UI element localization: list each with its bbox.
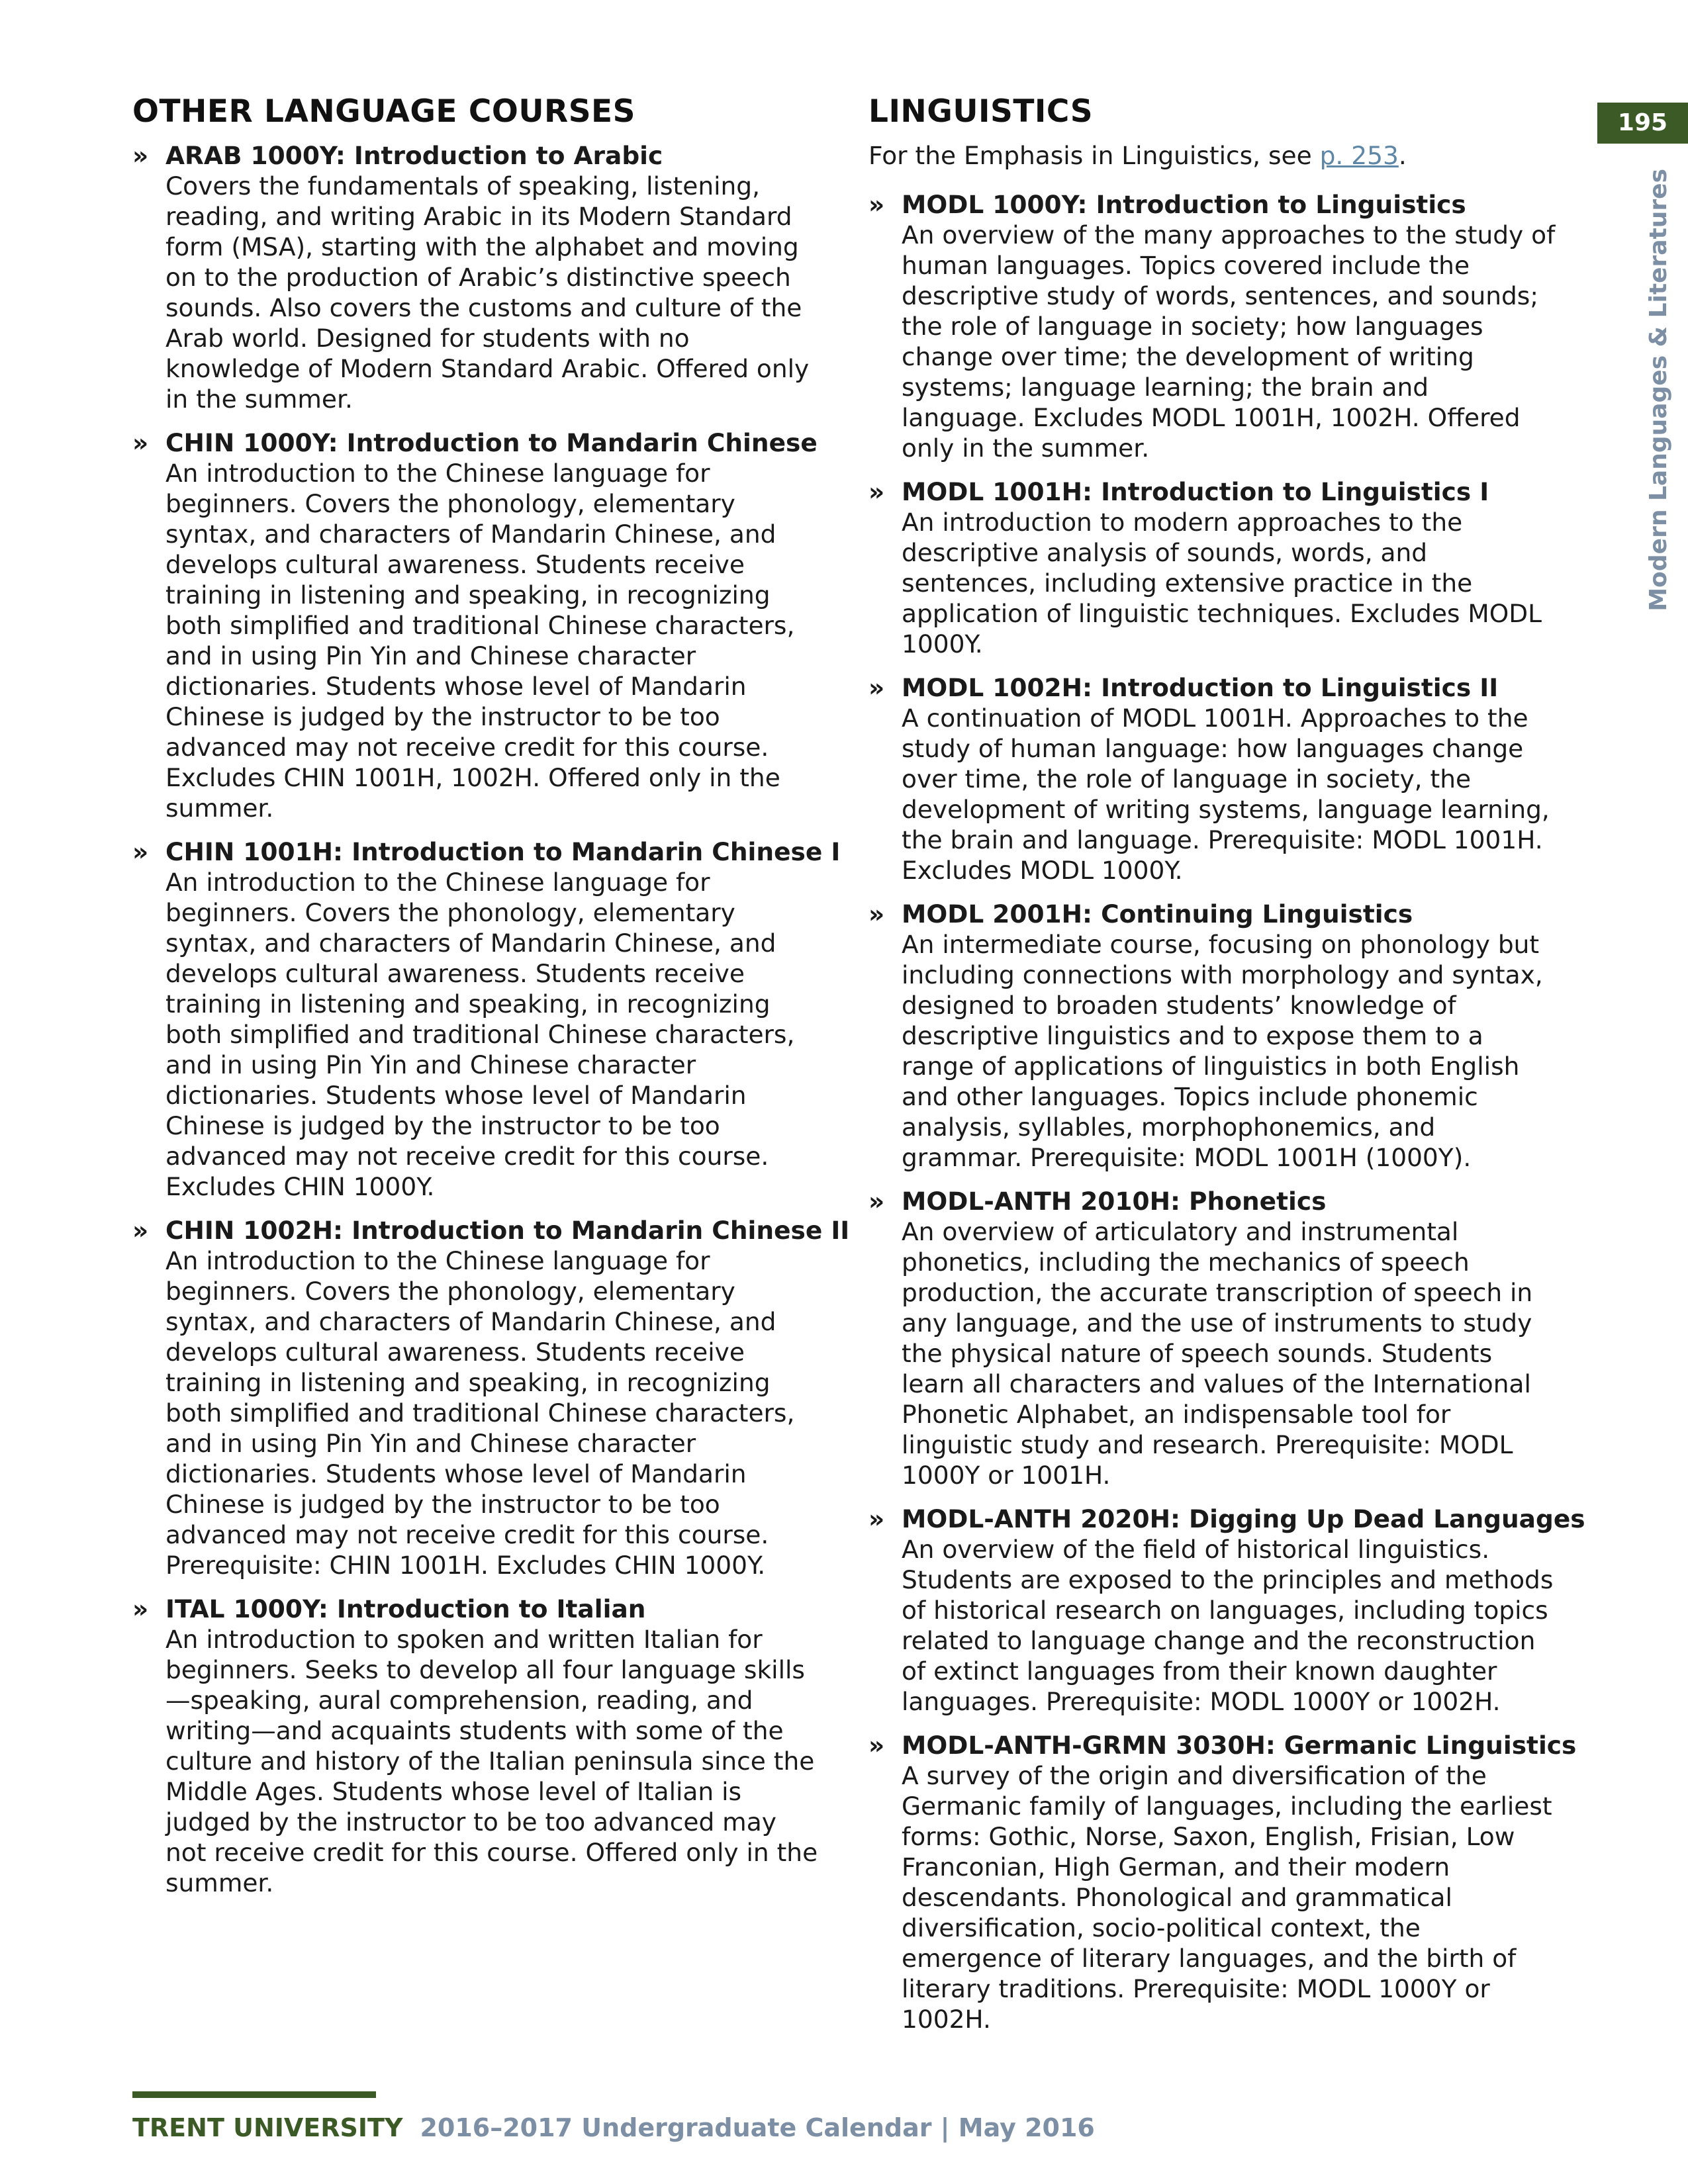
intro-end: . bbox=[1398, 141, 1407, 170]
course-description: An introduction to the Chinese language for beginners. Covers the phonology, elementary syntax, and characters of Mandarin Chinese, and develops cultural awareness. Students receive training in listening and speaking, in recognizing both simplified and traditional Chinese characters, and in using Pin Yin and Chinese character dictionaries. Students whose level of Mandarin Chinese is judged by the instructor to be too advanced may not receive credit for this course. Excludes CHIN 1001H, 1002H. Offered only in the summer. bbox=[165, 459, 795, 823]
course-title: CHIN 1002H: Introduction to Mandarin Chinese II bbox=[165, 1216, 850, 1245]
course-title: ARAB 1000Y: Introduction to Arabic bbox=[165, 141, 663, 170]
bullet-icon: » bbox=[868, 1504, 885, 1533]
course-title: MODL-ANTH-GRMN 3030H: Germanic Linguistics bbox=[902, 1731, 1577, 1760]
course-entry bbox=[132, 837, 841, 1202]
course-description: An overview of the many approaches to the study of human languages. Topics covered include the descriptive study of words, sentences, and sounds; the role of language in society; how languages change over time; the development of writing systems; language learning; the brain and language. Excludes MODL 1001H, 1002H. Offered only in the summer. bbox=[902, 220, 1556, 463]
course-title: ITAL 1000Y: Introduction to Italian bbox=[165, 1594, 646, 1623]
course-description: An overview of the field of historical linguistics. Students are exposed to the principles and methods of historical research on languages, including topics related to language change and the reconstruction of extinct languages from their known daughter languages. Prerequisite: MODL 1000Y or 1002H. bbox=[902, 1535, 1554, 1716]
course-title: MODL 1001H: Introduction to Linguistics I bbox=[902, 477, 1489, 506]
course-entry bbox=[132, 1215, 850, 1580]
course-entry bbox=[868, 1504, 1585, 1717]
course-entry bbox=[868, 899, 1557, 1173]
footer-university: TRENT UNIVERSITY bbox=[132, 2113, 403, 2142]
course-title: MODL 1002H: Introduction to Linguistics II bbox=[902, 673, 1499, 702]
course-description: A survey of the origin and diversification of the Germanic family of languages, including the earliest forms: Gothic, Norse, Saxon, English, Frisian, Low Franconian, High German, and their modern descendants. Phonological and grammatical diversification, socio-political context, the emergence of literary languages, and the birth of literary traditions. Prerequisite: MODL 1000Y or 1002H. bbox=[902, 1761, 1552, 2034]
page-number: 195 bbox=[1597, 103, 1688, 144]
bullet-icon: » bbox=[132, 837, 149, 866]
intro-text: For the Emphasis in Linguistics, see bbox=[868, 141, 1320, 170]
course-entry bbox=[868, 477, 1557, 659]
course-title: MODL-ANTH 2020H: Digging Up Dead Languages bbox=[902, 1504, 1585, 1533]
footer bbox=[132, 2111, 1095, 2144]
footer-rule bbox=[132, 2091, 376, 2098]
course-title: MODL 2001H: Continuing Linguistics bbox=[902, 899, 1413, 929]
bullet-icon: » bbox=[132, 1594, 149, 1623]
bullet-icon: » bbox=[868, 1731, 885, 1760]
course-entry bbox=[132, 428, 821, 823]
course-list bbox=[868, 189, 1585, 2034]
footer-calendar: 2016–2017 Undergraduate Calendar | May 2016 bbox=[420, 2113, 1095, 2142]
course-description: An overview of articulatory and instrumental phonetics, including the mechanics of speech production, the accurate transcription of speech in any language, and the use of instruments to study the physical nature of speech sounds. Students learn all characters and values of the International Phonetic Alphabet, an indispensable tool for linguistic study and research. Prerequisite: MODL 1000Y or 1001H. bbox=[902, 1217, 1533, 1490]
course-description: A continuation of MODL 1001H. Approaches to the study of human language: how languages change over time, the role of language in society, the development of writing systems, language learning, the brain and language. Prerequisite: MODL 1001H. Excludes MODL 1000Y. bbox=[902, 704, 1550, 885]
course-entry bbox=[868, 189, 1557, 463]
left-column bbox=[132, 93, 850, 1911]
course-entry bbox=[868, 1730, 1577, 2034]
course-title: CHIN 1000Y: Introduction to Mandarin Chinese bbox=[165, 428, 818, 457]
right-column bbox=[868, 93, 1585, 2048]
course-description: An introduction to the Chinese language for beginners. Covers the phonology, elementary syntax, and characters of Mandarin Chinese, and develops cultural awareness. Students receive training in listening and speaking, in recognizing both simplified and traditional Chinese characters, and in using Pin Yin and Chinese character dictionaries. Students whose level of Mandarin Chinese is judged by the instructor to be too advanced may not receive credit for this course. Excludes CHIN 1000Y. bbox=[165, 868, 795, 1201]
bullet-icon: » bbox=[868, 190, 885, 219]
course-title: MODL 1000Y: Introduction to Linguistics bbox=[902, 190, 1466, 219]
course-description: An introduction to spoken and written Italian for beginners. Seeks to develop all four language skills—speaking, aural comprehension, reading, and writing—and acquaints students with some of the culture and history of the Italian peninsula since the Middle Ages. Students whose level of Italian is judged by the instructor to be too advanced may not receive credit for this course. Offered only in the summer. bbox=[165, 1625, 818, 1897]
section-side-label: Modern Languages & Literatures bbox=[1645, 169, 1672, 612]
bullet-icon: » bbox=[868, 899, 885, 929]
course-description: Covers the fundamentals of speaking, listening, reading, and writing Arabic in its Modern Standard form (MSA), starting with the alphabet and moving on to the production of Arabic’s distinctive speech sounds. Also covers the customs and culture of the Arab world. Designed for students with no knowledge of Modern Standard Arabic. Offered only in the summer. bbox=[165, 171, 810, 414]
course-title: MODL-ANTH 2010H: Phonetics bbox=[902, 1187, 1327, 1216]
section-heading-other-language-courses: OTHER LANGUAGE COURSES bbox=[132, 93, 635, 130]
section-heading-linguistics: LINGUISTICS bbox=[868, 93, 1094, 130]
page-link[interactable]: p. 253 bbox=[1319, 141, 1399, 170]
linguistics-intro bbox=[868, 140, 1557, 171]
bullet-icon: » bbox=[132, 428, 149, 457]
bullet-icon: » bbox=[868, 477, 885, 506]
course-description: An introduction to the Chinese language for beginners. Covers the phonology, elementary syntax, and characters of Mandarin Chinese, and develops cultural awareness. Students receive training in listening and speaking, in recognizing both simplified and traditional Chinese characters, and in using Pin Yin and Chinese character dictionaries. Students whose level of Mandarin Chinese is judged by the instructor to be too advanced may not receive credit for this course. Prerequisite: CHIN 1001H. Excludes CHIN 1000Y. bbox=[165, 1246, 795, 1580]
course-list bbox=[132, 140, 850, 1898]
bullet-icon: » bbox=[868, 1187, 885, 1216]
bullet-icon: » bbox=[132, 141, 149, 170]
bullet-icon: » bbox=[132, 1216, 149, 1245]
course-entry bbox=[868, 1186, 1557, 1490]
course-entry bbox=[132, 140, 821, 414]
course-entry bbox=[132, 1594, 821, 1898]
bullet-icon: » bbox=[868, 673, 885, 702]
course-entry bbox=[868, 672, 1557, 886]
course-description: An intermediate course, focusing on phonology but including connections with morphology and syntax, designed to broaden students’ knowledge of descriptive linguistics and to expose them to a range of applications of linguistics in both English and other languages. Topics include phonemic analysis, syllables, morphophonemics, and grammar. Prerequisite: MODL 1001H (1000Y). bbox=[902, 930, 1543, 1172]
course-description: An introduction to modern approaches to the descriptive analysis of sounds, words, and sentences, including extensive practice in the application of linguistic techniques. Excludes MODL 1000Y. bbox=[902, 508, 1542, 659]
course-title: CHIN 1001H: Introduction to Mandarin Chinese I bbox=[165, 837, 841, 866]
